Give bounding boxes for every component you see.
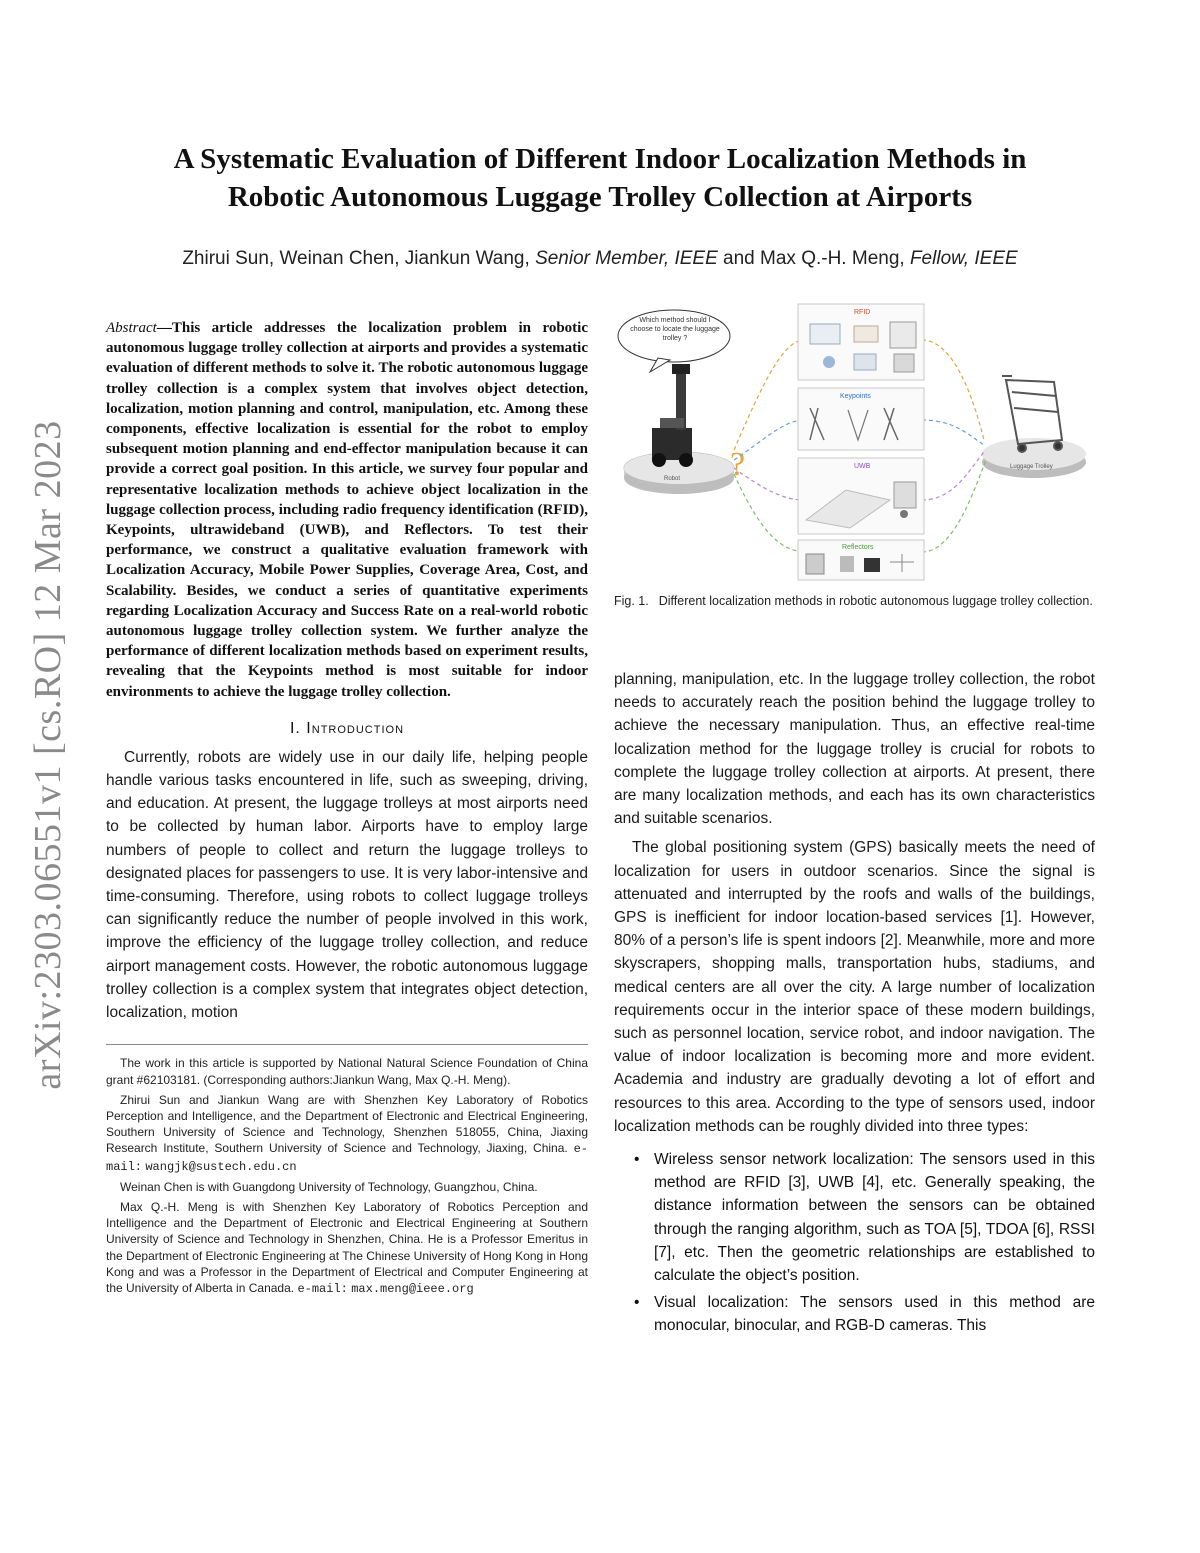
footnote-affiliation-sun-wang (106, 1092, 588, 1175)
arxiv-identifier-stamp (18, 410, 78, 1100)
intro-paragraph-1: Currently, robots are widely use in our daily life, helping people handle various tasks encountered in life, such as sweeping, driving, and education. At present, the luggage trolleys at most airports need to be collected by human labor. Airports have to employ large numbers of people to collect and return the luggage trolleys to designated places for passengers to use. It is very labor-intensive and time-consuming. Therefore, using robots to collect luggage trolleys can significantly reduce the number of people involved in this work, improve the efficiency of the luggage trolley collection, and reduce airport management costs. However, the robotic autonomous luggage trolley collection is a complex system that integrates object detection, localization, motion (106, 748, 588, 1022)
trolley-label: Luggage Trolley (1010, 464, 1053, 470)
list-item-wireless-text: Wireless sensor network localization: The sensors used in this method are RFID [3], UWB [4], etc. Generally speaking, the distance information between the sensors can be obtained through the ranging algorithm, such as TOA [5], TDOA [6], RSSI [7], etc. Then the geometric relationships are established to calculate the object’s position. (654, 1151, 1095, 1285)
author-affiliation-fellow: Fellow, IEEE (909, 248, 1018, 269)
title-line-1: A Systematic Evaluation of Different Indoor Localization Methods in (173, 143, 1027, 175)
title-line-2: Robotic Autonomous Luggage Trolley Collection at Airports (227, 181, 973, 213)
figure-1 (614, 300, 1095, 582)
intro-paragraph-2: The global positioning system (GPS) basically meets the need of localization for users in outdoor scenarios. Since the signal is attenuated and interrupted by the roofs and walls of the buildings, GPS is inefficient for indoor location-based services [1]. However, 80% of a person’s life is spent indoors [2]. Meanwhile, more and more skyscrapers, shopping malls, transportation hubs, stadiums, and medical centers are all over the city. A large number of localization requirements occur in the interior space of these modern buildings, such as personnel location, service robot, and indoor navigation. The value of indoor localization is becoming more and more evident. Academia and industry are gradually devoting a lot of effort and resources to this area. According to the type of sensors used, indoor localization methods can be roughly divided into three types: (614, 839, 1095, 1135)
list-item-wireless (614, 1148, 1095, 1287)
author-and: and Max Q.-H. Meng, (717, 248, 910, 269)
localization-types-list (614, 1148, 1095, 1338)
abstract (106, 318, 588, 702)
arxiv-id-text: arXiv:2303.06551v1 [cs.RO] 12 Mar 2023 (27, 420, 69, 1090)
footnote-affiliation-meng (106, 1199, 588, 1297)
panel-keypoints (798, 388, 924, 450)
email-label: e-mail: (297, 1281, 348, 1296)
panel-reflectors-label: Reflectors (842, 544, 874, 551)
author-names: Zhirui Sun, Weinan Chen, Jiankun Wang, (182, 248, 536, 269)
paper-title (100, 140, 1100, 216)
abstract-text: This article addresses the localization problem in robotic autonomous luggage trolley collection at airports and provides a systematic evaluation of different methods to solve it. The robotic autonomous luggage trolley collection is a complex system that involves object detection, localization, motion planning and control, manipulation, etc. Among these components, effective localization is essential for the robot to employ subsequent motion planning and end-effector manipulation because it can provide a correct goal position. In this article, we survey four popular and representative localization methods to achieve object localization in the luggage collection process, including radio frequency identification (RFID), Keypoints, ultrawideband (UWB), and Reflectors. To test their performance, we construct a qualitative evaluation framework with Localization Accuracy, Mobile Power Supplies, Coverage Area, Cost, and Scalability. Besides, we conduct a series of quantitative experiments regarding Localization Accuracy and Success Rate on a real-world robotic autonomous luggage trolley collection system. We further analyze the performance of different localization methods based on experiment results, revealing that the Keypoints method is most suitable for indoor environments to achieve the luggage trolley collection. (106, 320, 588, 700)
bullet-icon: • (634, 1151, 640, 1169)
panel-reflectors (798, 540, 924, 580)
panel-uwb-label: UWB (854, 463, 871, 470)
abstract-label: Abstract (106, 320, 157, 336)
robot-label: Robot (664, 476, 681, 482)
footnote-divider (106, 1044, 588, 1045)
panel-rfid-label: RFID (854, 309, 871, 316)
footnote-affiliation-chen: Weinan Chen is with Guangdong University of Technology, Guangzhou, China. (120, 1179, 538, 1194)
question-mark-icon: ? (730, 446, 746, 483)
footnote-funding: The work in this article is supported by National Natural Science Foundation of China grant #62103181. (Corresponding authors:Jiankun Wang, Max Q.-H. Meng). (106, 1056, 588, 1087)
panel-uwb (798, 458, 924, 534)
panel-rfid (798, 304, 924, 380)
list-item-visual-text: Visual localization: The sensors used in this method are monocular, binocular, and RGB-D cameras. This (654, 1294, 1095, 1335)
bullet-icon: • (634, 1294, 640, 1312)
robot-icon (652, 364, 693, 467)
speech-bubble-text: Which method should I choose to locate the luggage trolley ? (630, 317, 720, 342)
email-link-meng[interactable]: max.meng@ieee.org (351, 1281, 474, 1296)
author-affiliation-senior: Senior Member, IEEE (535, 248, 718, 269)
footnote-affiliation-meng-text: Max Q.-H. Meng is with Shenzhen Key Laboratory of Robotics Perception and Intelligence and the Department of Electronic and Electrical Engineering at Southern University of Science and Technology in Shenzhen, China. He is a Professor Emeritus in the Department of Electronic Engineering at The Chinese University of Hong Kong in Hong Kong and was a Professor in the Department of Electrical and Computer Engineering at the University of Alberta in Canada. (106, 1199, 588, 1295)
panel-keypoints-label: Keypoints (840, 393, 871, 400)
list-item-visual (614, 1291, 1095, 1337)
email-label: e-mail: (106, 1142, 588, 1174)
trolley-platform (982, 438, 1086, 478)
right-column (614, 300, 1095, 1342)
left-column (106, 318, 588, 1301)
figure-1-caption (614, 592, 1095, 610)
figure-1-caption-text: Different localization methods in robotic autonomous luggage trolley collection. (658, 594, 1093, 608)
section-heading-introduction: I. Introduction (289, 719, 405, 737)
abstract-dash: — (156, 320, 172, 336)
email-link-wang[interactable]: wangjk@sustech.edu.cn (145, 1159, 297, 1174)
author-list (100, 248, 1100, 270)
figure-1-caption-number: Fig. 1. (614, 594, 649, 608)
speech-bubble (618, 310, 730, 372)
intro-paragraph-1-continued: planning, manipulation, etc. In the luggage trolley collection, the robot needs to accurately reach the position behind the luggage trolley to achieve the necessary manipulation. Thus, an effective real-time localization method for the luggage trolley is crucial for robots to complete the luggage trolley collection at airports. At present, there are many localization methods, and each has its own characteristics and suitable scenarios. (614, 671, 1095, 828)
footnote-affiliation-sun-wang-text: Zhirui Sun and Jiankun Wang are with Shenzhen Key Laboratory of Robotics Perception and Intelligence, and the Department of Electronic and Electrical Engineering, Southern University of Science and Technology, Shenzhen 518055, China, Jiaxing Research Institute, Southern University of Science and Technology, Jiaxing, China. (106, 1092, 588, 1156)
figure-1-illustration (614, 300, 1095, 582)
